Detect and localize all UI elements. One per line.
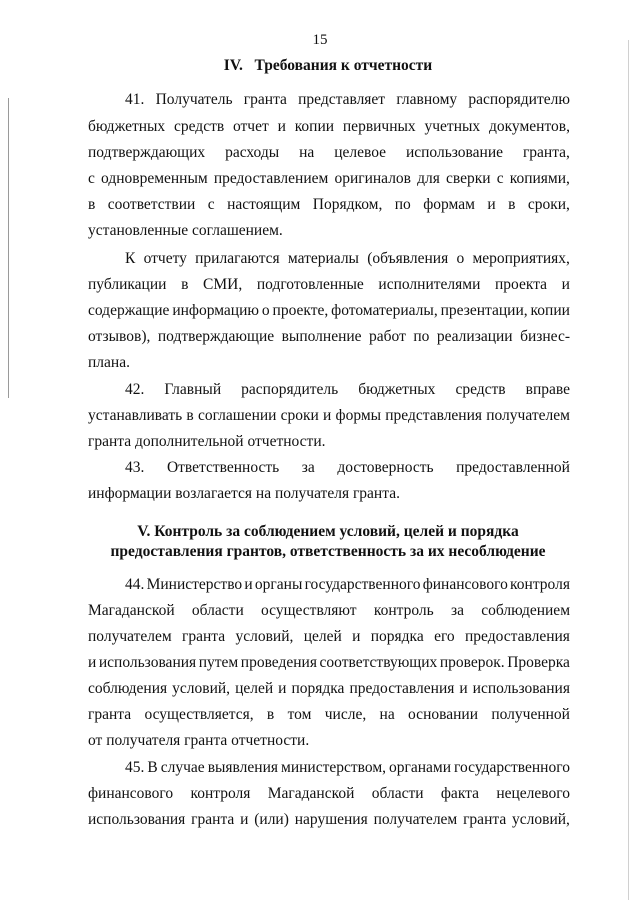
word: К: [125, 250, 136, 267]
paragraph-line: информации возлагается на получателя гранта.: [88, 485, 400, 502]
word: полученной: [491, 706, 570, 723]
word: гранта: [463, 811, 507, 828]
word: нарушения: [294, 811, 368, 828]
word: 44.: [125, 576, 145, 593]
word: проекте,: [272, 302, 329, 319]
scan-edge-right: [628, 40, 629, 900]
word: распорядитель: [241, 381, 339, 398]
word: нецелевого: [496, 785, 570, 802]
word: исполнителями: [378, 276, 481, 293]
word: (или): [254, 811, 289, 828]
section-4-heading: IV. Требования к отчетности: [223, 57, 433, 74]
word: представления: [385, 407, 483, 424]
paragraph-line: [88, 680, 570, 698]
paragraph-line: [125, 250, 570, 268]
paragraph-line: [88, 328, 570, 346]
word: Главный: [164, 381, 222, 398]
word: контроль: [373, 602, 434, 619]
word: с: [88, 170, 95, 187]
paragraph-line: [88, 170, 570, 188]
paragraph-line: [125, 381, 570, 399]
paragraph-line: [88, 144, 570, 162]
word: гранта,: [522, 144, 570, 161]
word: основании: [408, 706, 478, 723]
word: бюджетных: [358, 381, 436, 398]
word: министерством,: [281, 759, 386, 776]
section-5-heading-line-2: предоставления грантов, ответственность за их несоблюдение: [110, 543, 546, 560]
paragraph-line: [88, 276, 570, 294]
word: учетных: [424, 118, 481, 135]
word: в: [88, 196, 96, 213]
word: финансового: [88, 785, 174, 802]
word: осуществляется,: [144, 706, 254, 723]
word: копиями,: [509, 170, 570, 187]
word: сроки,: [527, 196, 570, 213]
word: на: [299, 144, 315, 161]
word: средств: [455, 381, 506, 398]
paragraph-line: [88, 602, 570, 620]
word: работ: [369, 328, 406, 345]
word: с: [496, 170, 504, 187]
word: путем: [198, 654, 239, 671]
section-5-heading: [88, 522, 568, 562]
word: использования: [88, 811, 186, 828]
word: по: [394, 196, 411, 213]
word: том: [287, 706, 312, 723]
word: органами: [389, 759, 452, 776]
word: и: [88, 654, 97, 671]
paragraph-line: [88, 706, 570, 724]
word: настоящим: [227, 196, 301, 213]
word: первичных: [342, 118, 416, 135]
word: содержащие: [88, 302, 170, 319]
word: материалы: [287, 250, 359, 267]
word: формам: [423, 196, 475, 213]
word: соблюдением: [481, 602, 570, 619]
word: соблюдения: [88, 680, 168, 697]
paragraph-line: плана.: [88, 354, 130, 371]
word: 42.: [125, 381, 145, 398]
word: в: [181, 276, 189, 293]
word: публикации: [88, 276, 167, 293]
paragraph-line: [88, 628, 570, 646]
word: и: [487, 196, 496, 213]
paragraph-line: установленные соглашением.: [88, 222, 283, 239]
paragraph-line: [88, 654, 570, 672]
word: отзывов),: [88, 328, 151, 345]
word: предоставления: [349, 680, 455, 697]
word: Порядком,: [312, 196, 383, 213]
word: выполнение: [281, 328, 362, 345]
word: Магаданской: [88, 602, 175, 619]
word: формы: [335, 407, 382, 424]
word: Получатель: [155, 91, 233, 108]
word: на: [379, 706, 395, 723]
word: его: [434, 628, 455, 645]
word: и: [278, 680, 287, 697]
word: бюджетных: [88, 118, 166, 135]
word: за: [451, 602, 465, 619]
paragraph-line: [88, 407, 570, 425]
word: (объявления: [367, 250, 449, 267]
word: и: [561, 276, 570, 293]
word: достоверность: [337, 459, 434, 476]
word: органы: [254, 576, 303, 593]
word: В: [147, 759, 158, 776]
word: Магаданской: [267, 785, 355, 802]
paragraph-line: [125, 91, 570, 109]
word: порядка: [370, 628, 424, 645]
word: соответствующих: [319, 654, 438, 671]
word: проекта: [495, 276, 548, 293]
word: о: [261, 302, 270, 319]
word: государственного: [454, 759, 570, 776]
word: СМИ,: [203, 276, 243, 293]
word: осуществляют: [261, 602, 357, 619]
word: получателем: [88, 628, 172, 645]
word: бизнес-: [520, 328, 570, 345]
word: подтверждающие: [157, 328, 275, 345]
word: подтверждающих: [88, 144, 206, 161]
word: для: [417, 170, 440, 187]
word: предоставленной: [456, 459, 570, 476]
paragraph-line: [88, 196, 570, 214]
word: фотоматериалы,: [331, 302, 438, 319]
word: оригиналов: [334, 170, 411, 187]
word: копии: [294, 118, 335, 135]
paragraph-line: гранта дополнительной отчетности.: [88, 433, 326, 450]
word: в: [508, 196, 516, 213]
word: выявления: [207, 759, 278, 776]
word: и: [244, 576, 253, 593]
word: средств: [174, 118, 225, 135]
word: представляет: [298, 91, 386, 108]
word: и: [459, 680, 468, 697]
word: документов,: [488, 118, 570, 135]
word: условий,: [172, 680, 231, 697]
paragraph-line: [88, 302, 570, 320]
word: подготовленные: [256, 276, 364, 293]
word: области: [191, 602, 244, 619]
word: одновременным: [101, 170, 208, 187]
word: и: [352, 628, 361, 645]
word: контроля: [190, 785, 251, 802]
scan-edge-left: [8, 98, 9, 398]
word: условий,: [235, 628, 294, 645]
word: области: [371, 785, 424, 802]
word: числе,: [324, 706, 367, 723]
word: по: [413, 328, 430, 345]
word: в: [266, 706, 275, 723]
word: 45.: [125, 759, 145, 776]
word: презентации,: [440, 302, 528, 319]
word: устанавливать: [88, 407, 183, 424]
word: использования: [472, 680, 570, 697]
word: 41.: [125, 91, 145, 108]
paragraph-line: [125, 576, 570, 594]
word: вправе: [525, 381, 570, 398]
paragraph-line: [88, 785, 570, 803]
section-5-heading-line-1: V. Контроль за соблюдением условий, целей и порядка: [137, 523, 519, 540]
word: гранта: [182, 628, 226, 645]
word: информацию: [172, 302, 259, 319]
word: получателем: [373, 811, 458, 828]
word: целевое: [334, 144, 387, 161]
word: соглашении: [197, 407, 277, 424]
page-number: 15: [312, 32, 328, 48]
word: условий,: [512, 811, 570, 828]
word: главному: [396, 91, 458, 108]
word: контроля: [510, 576, 570, 593]
word: реализации: [436, 328, 513, 345]
word: расходы: [225, 144, 280, 161]
word: о: [456, 250, 465, 267]
word: и: [240, 811, 249, 828]
word: целей: [303, 628, 342, 645]
word: Проверка: [507, 654, 570, 671]
paragraph-line: [125, 459, 570, 477]
word: отчету: [143, 250, 187, 267]
word: Министерство: [146, 576, 243, 593]
word: соответствии: [107, 196, 196, 213]
word: прилагаются: [195, 250, 280, 267]
word: за: [301, 459, 315, 476]
word: финансового: [422, 576, 508, 593]
word: получателем: [486, 407, 570, 424]
paragraph-line: [125, 759, 570, 777]
word: проверок.: [439, 654, 505, 671]
word: и: [277, 118, 286, 135]
word: использование: [405, 144, 504, 161]
word: проведения: [240, 654, 317, 671]
word: гранта: [243, 91, 287, 108]
word: предоставления: [465, 628, 570, 645]
word: государственного: [304, 576, 421, 593]
word: факта: [440, 785, 479, 802]
word: распорядителю: [468, 91, 570, 108]
word: с: [207, 196, 215, 213]
word: копии: [530, 302, 570, 319]
word: и: [323, 407, 332, 424]
word: сверки: [446, 170, 491, 187]
word: Ответственность: [166, 459, 280, 476]
word: мероприятиях,: [472, 250, 570, 267]
word: гранта: [88, 706, 132, 723]
word: предоставлением: [213, 170, 329, 187]
word: сроки: [280, 407, 319, 424]
paragraph-line: [88, 811, 570, 829]
word: 43.: [125, 459, 145, 476]
word: в: [186, 407, 194, 424]
word: использования: [98, 654, 197, 671]
word: целей: [235, 680, 274, 697]
paragraph-line: [88, 118, 570, 136]
paragraph-line: от получателя гранта отчетности.: [88, 732, 310, 749]
word: гранта: [191, 811, 235, 828]
word: отчет: [232, 118, 269, 135]
word: случае: [160, 759, 205, 776]
word: порядка: [291, 680, 345, 697]
